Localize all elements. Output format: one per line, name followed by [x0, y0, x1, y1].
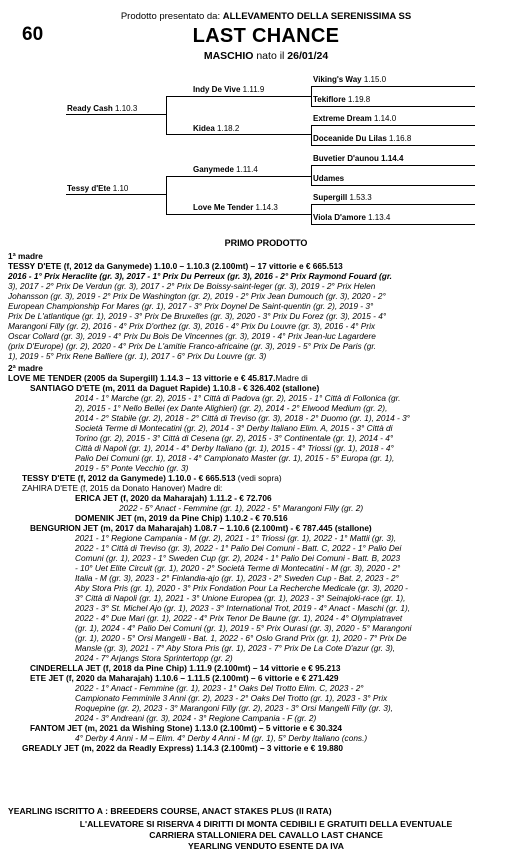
madre2-label: 2ª madre [8, 363, 43, 373]
yearling-line: YEARLING ISCRITTO A : BREEDERS COURSE, ANACT STAKES PLUS (II RATA) [8, 806, 332, 816]
madre2-title: LOVE ME TENDER (2005 da Supergill) 1.14.3 – 13 vittorie e € 45.817.Madre di [8, 373, 308, 383]
footer-note-3: YEARLING VENDUTO ESENTE DA IVA [188, 841, 344, 851]
madre1-record-line: European Championship For Mares (gr. 1), 2017 - 3° Prix Doynel De Saint-quentin (gr. 2), 2019 - 3° [8, 301, 374, 311]
offspring-record-line: Mansle (gr. 3), 2021 - 7° Aby Stora Pris (gr. 1), 2023 - 7° Prix De La Cote D'azur (gr. 3), [75, 643, 396, 653]
offspring-record-line: Italia - M (gr. 3), 2023 - 2° Finlandia-ajo (gr. 1), 2023 - 2° Sweden Cup - Bat. 2, 2023 - 2° [75, 573, 399, 583]
offspring-record-line: 2022 - 1° Città di Treviso (gr. 3), 2022 - 1° Palio Dei Comuni - Batt. C, 2022 - 1° Palio Dei [75, 543, 402, 553]
gs-4: Doceanide Du Lilas 1.16.8 [313, 134, 412, 143]
sire-dam: Kidea 1.18.2 [193, 124, 240, 133]
footer-note-2: CARRIERA STALLONIERA DEL CAVALLO LAST CHANCE [149, 830, 383, 840]
offspring-head: GREADLY JET (m, 2022 da Readly Express) 1.14.3 (2.100mt) – 3 vittorie e € 19.880 [22, 743, 343, 753]
madre1-label: 1ª madre [8, 251, 43, 261]
sex-birth-line [0, 50, 532, 62]
gs-1: Viking's Way 1.15.0 [313, 75, 387, 84]
dam-sire: Ganymede 1.11.4 [193, 165, 258, 174]
born-label: nato il [256, 50, 285, 62]
gs-8: Viola D'amore 1.13.4 [313, 213, 391, 222]
offspring-record-line: Roquepine (gr. 2), 2023 - 3° Marangoni Filly (gr. 2), 2023 - 3° Orsi Mangelli Filly (gr. 3), [75, 703, 393, 713]
offspring-record-line: Aby Stora Pris (gr. 1), 2020 - 3° Prix Fondation Pour La Recherche Medicale (gr. 3), 2020 - [75, 583, 408, 593]
madre1-record-line: (prix D'Europe) (gr. 2), 2020 - 4° Prix De L'amitie Franco-africaine (gr. 3), 2019 - 5° Prix De Paris (gr. [8, 341, 377, 351]
offspring-record-line: - 10° Uet Elite Circuit (gr. 1), 2020 - 2° Società Terme di Montecatini - M (gr. 3), 2020 - 2° [75, 563, 401, 573]
presenter-name: ALLEVAMENTO DELLA SERENISSIMA SS [222, 11, 412, 22]
offspring-head: ZAHIRA D'ETE (f, 2015 da Donato Hanover) Madre di: [22, 483, 223, 493]
gs-2: Tekiflore 1.19.8 [313, 95, 371, 104]
offspring-record-line: 2022 - 1° Anact - Femmine (gr. 1), 2023 - 1° Oaks Del Trotto Elim. C, 2023 - 2° [75, 683, 364, 693]
offspring-record-line: 4° Derby 4 Anni - M – Elim. 4° Derby 4 Anni - M (gr. 1), 5° Derby Italiano (cons.) [75, 733, 368, 743]
offspring-record-line: 2024 - 7° Arjangs Stora Sprintertopp (gr. 2) [75, 653, 233, 663]
offspring-head: BENGURION JET (m, 2017 da Maharajah) 1.08.7 – 1.10.6 (2.100mt) - € 787.445 (stallone) [30, 523, 372, 533]
sire: Ready Cash 1.10.3 [67, 104, 138, 113]
offspring-record-line: (gr. 1), 2020 - 5° Orsi Mangelli - Bat. 1, 2022 - 6° Oslo Grand Prix (gr. 1), 2020 - 7° Prix De [75, 633, 407, 643]
sire-sire: Indy De Vive 1.11.9 [193, 85, 265, 94]
gs-7: Supergill 1.53.3 [313, 193, 372, 202]
offspring-record-line: 2024 - 3° Andreani (gr. 3), 2024 - 3° Regione Campania - F (gr. 2) [75, 713, 317, 723]
footer-note-1: L'ALLEVATORE SI RISERVA 4 DIRITTI DI MONTA CEDIBILI E GRATUITI DELLA EVENTUALE [79, 819, 453, 829]
offspring-record-line: 3° Città di Napoli (gr. 1), 2021 - 3° Unione Europea (gr. 1), 2023 - 3° Seinajoki-race (gr. 1), [75, 593, 406, 603]
offspring-record-line: Società Terme di Montecatini (gr. 2), 2014 - 3° Derby Italiano Elim. A, 2015 - 3° Città di [75, 423, 393, 433]
horse-name: LAST CHANCE [192, 25, 340, 47]
sex: MASCHIO [203, 50, 254, 62]
offspring-record-line: 2022 - 5° Anact - Femmine (gr. 1), 2022 - 5° Marangoni Filly (gr. 2) [119, 503, 364, 513]
offspring-record-line: Città di Napoli (gr. 1), 2014 - 4° Derby Italiano (gr. 1), 2015 - 4° Triossi (gr. 1), 2018 - 4° [75, 443, 394, 453]
gs-3: Extreme Dream 1.14.0 [313, 114, 397, 123]
offspring-record-line: Campionato Femminile 3 Anni (gr. 2), 2023 - 2° Oaks Del Trotto (gr. 1), 2023 - 3° Prix [75, 693, 388, 703]
madre1-record-line: 3), 2017 - 2° Prix De Verdun (gr. 3), 2017 - 2° Prix De Boissy-saint-leger (gr. 3), 2019 - 2° Prix Helen [8, 281, 376, 291]
madre1-record-line: 1), 2019 - 5° Prix Rene Balliere (gr. 1), 2017 - 6° Prix Du Louvre (gr. 3) [8, 351, 267, 361]
offspring-head: TESSY D'ETE (f, 2012 da Ganymede) 1.10.0 - € 665.513 (vedi sopra) [22, 473, 282, 483]
dam-dam: Love Me Tender 1.14.3 [193, 203, 278, 212]
offspring-head: SANTIAGO D'ETE (m, 2011 da Daguet Rapide) 1.10.8 - € 326.402 (stallone) [30, 383, 320, 393]
dam: Tessy d'Ete 1.10 [67, 184, 129, 193]
offspring-head: ERICA JET (f, 2020 da Maharajah) 1.11.2 - € 72.706 [75, 493, 272, 503]
offspring-record-line: Comuni (gr. 1), 2023 - 1° Sweden Cup (gr. 2), 2024 - 1° Palio Dei Comuni - Batt. B, 2023 [75, 553, 401, 563]
offspring-record-line: 2), 2015 - 1° Nello Bellei (ex Dante Alighieri) (gr. 2), 2014 - 2° Elwood Medium (gr. 2), [75, 403, 388, 413]
birth-date: 26/01/24 [287, 50, 329, 62]
offspring-record-line: 2014 - 1° Marche (gr. 2), 2015 - 1° Città di Padova (gr. 2), 2015 - 1° Città di Follonica (gr. [75, 393, 401, 403]
gs-5: Buvetier D'aunou 1.14.4 [313, 154, 404, 163]
offspring-record-line: 2014 - 2° Stabile (gr. 2), 2018 - 2° Città di Treviso (gr. 3), 2018 - 2° Duomo (gr. 1), 2014 - 3° [75, 413, 410, 423]
madre1-record-line: Oscar Collard (gr. 3), 2019 - 4° Prix Du Bois De Vincennes (gr. 3), 2019 - 4° Prix Jean-luc Lagardere [8, 331, 376, 341]
offspring-head: CINDERELLA JET (f, 2018 da Pine Chip) 1.11.9 (2.100mt) – 14 vittorie e € 95.213 [30, 663, 341, 673]
madre1-title: TESSY D'ETE (f, 2012 da Ganymede) 1.10.0 – 1.10.3 (2.100mt) – 17 vittorie e € 665.513 [8, 261, 343, 271]
offspring-head: FANTOM JET (m, 2021 da Wishing Stone) 1.13.0 (2.100mt) – 5 vittorie e € 30.324 [30, 723, 342, 733]
madre1-record [8, 271, 392, 361]
offspring-record-line: 2022 - 4° Due Mari (gr. 1), 2022 - 4° Prix Tenor De Baune (gr. 1), 2024 - 4° Olympiatravet [75, 613, 403, 623]
offspring-record-line: (gr. 1), 2024 - 4° Palio Dei Comuni (gr. 1), 2019 - 5° Prix Ourasi (gr. 3), 2020 - 5° Marangoni [75, 623, 412, 633]
offspring-record-line: Torino (gr. 2), 2015 - 3° Città di Cesena (gr. 2), 2015 - 3° Continentale (gr. 1), 2014 - 4° [75, 433, 394, 443]
madre1-record-line: 2016 - 1° Prix Heraclite (gr. 3), 2017 - 1° Prix Du Perreux (gr. 3), 2016 - 2° Prix Raymond Fouard (gr. [8, 271, 392, 281]
lot-number: 60 [22, 24, 44, 45]
offspring-record-line: 2023 - 3° St. Michel Ajo (gr. 1), 2023 - 3° International Trot, 2019 - 4° Anact - Maschi (gr. 1), [75, 603, 411, 613]
madre1-record-line: Johansson (gr. 3), 2019 - 2° Prix De Washington (gr. 2), 2019 - 2° Prix Jean Dumouch (gr. 3), 2020 - 2° [8, 291, 386, 301]
gs-6: Udames [313, 174, 345, 183]
presented-label: Prodotto presentato da: [120, 11, 221, 22]
madre1-record-line: Marangoni Filly (gr. 2), 2016 - 4° Prix D'orthez (gr. 3), 2016 - 4° Prix Du Louvre (gr. 3), 2016 - 4° Prix [8, 321, 376, 331]
offspring-record-line: 2019 - 5° Ponte Vecchio (gr. 3) [75, 463, 189, 473]
offspring-head: DOMENIK JET (m, 2019 da Pine Chip) 1.10.2 - € 70.516 [75, 513, 288, 523]
primo-prodotto-heading: PRIMO PRODOTTO [224, 238, 308, 248]
offspring-record-line: 2021 - 1° Regione Campania - M (gr. 2), 2021 - 1° Triossi (gr. 1), 2022 - 1° Mattii (gr. 3), [75, 533, 397, 543]
offspring-record-line: Palio Dei Comuni (gr. 1), 2018 - 4° Campionato Master (gr. 1), 2015 - 5° Europa (gr. 1), [75, 453, 395, 463]
madre1-record-line: Prix De L'atlantique (gr. 1), 2019 - 3° Prix De Bruxelles (gr. 3), 2020 - 3° Prix Du Forez (gr. 3), 2015 - 4° [8, 311, 387, 321]
offspring-head: ETE JET (f, 2020 da Maharajah) 1.10.6 – 1.11.5 (2.100mt) – 6 vittorie e € 271.429 [30, 673, 339, 683]
presenter-line [0, 11, 532, 22]
